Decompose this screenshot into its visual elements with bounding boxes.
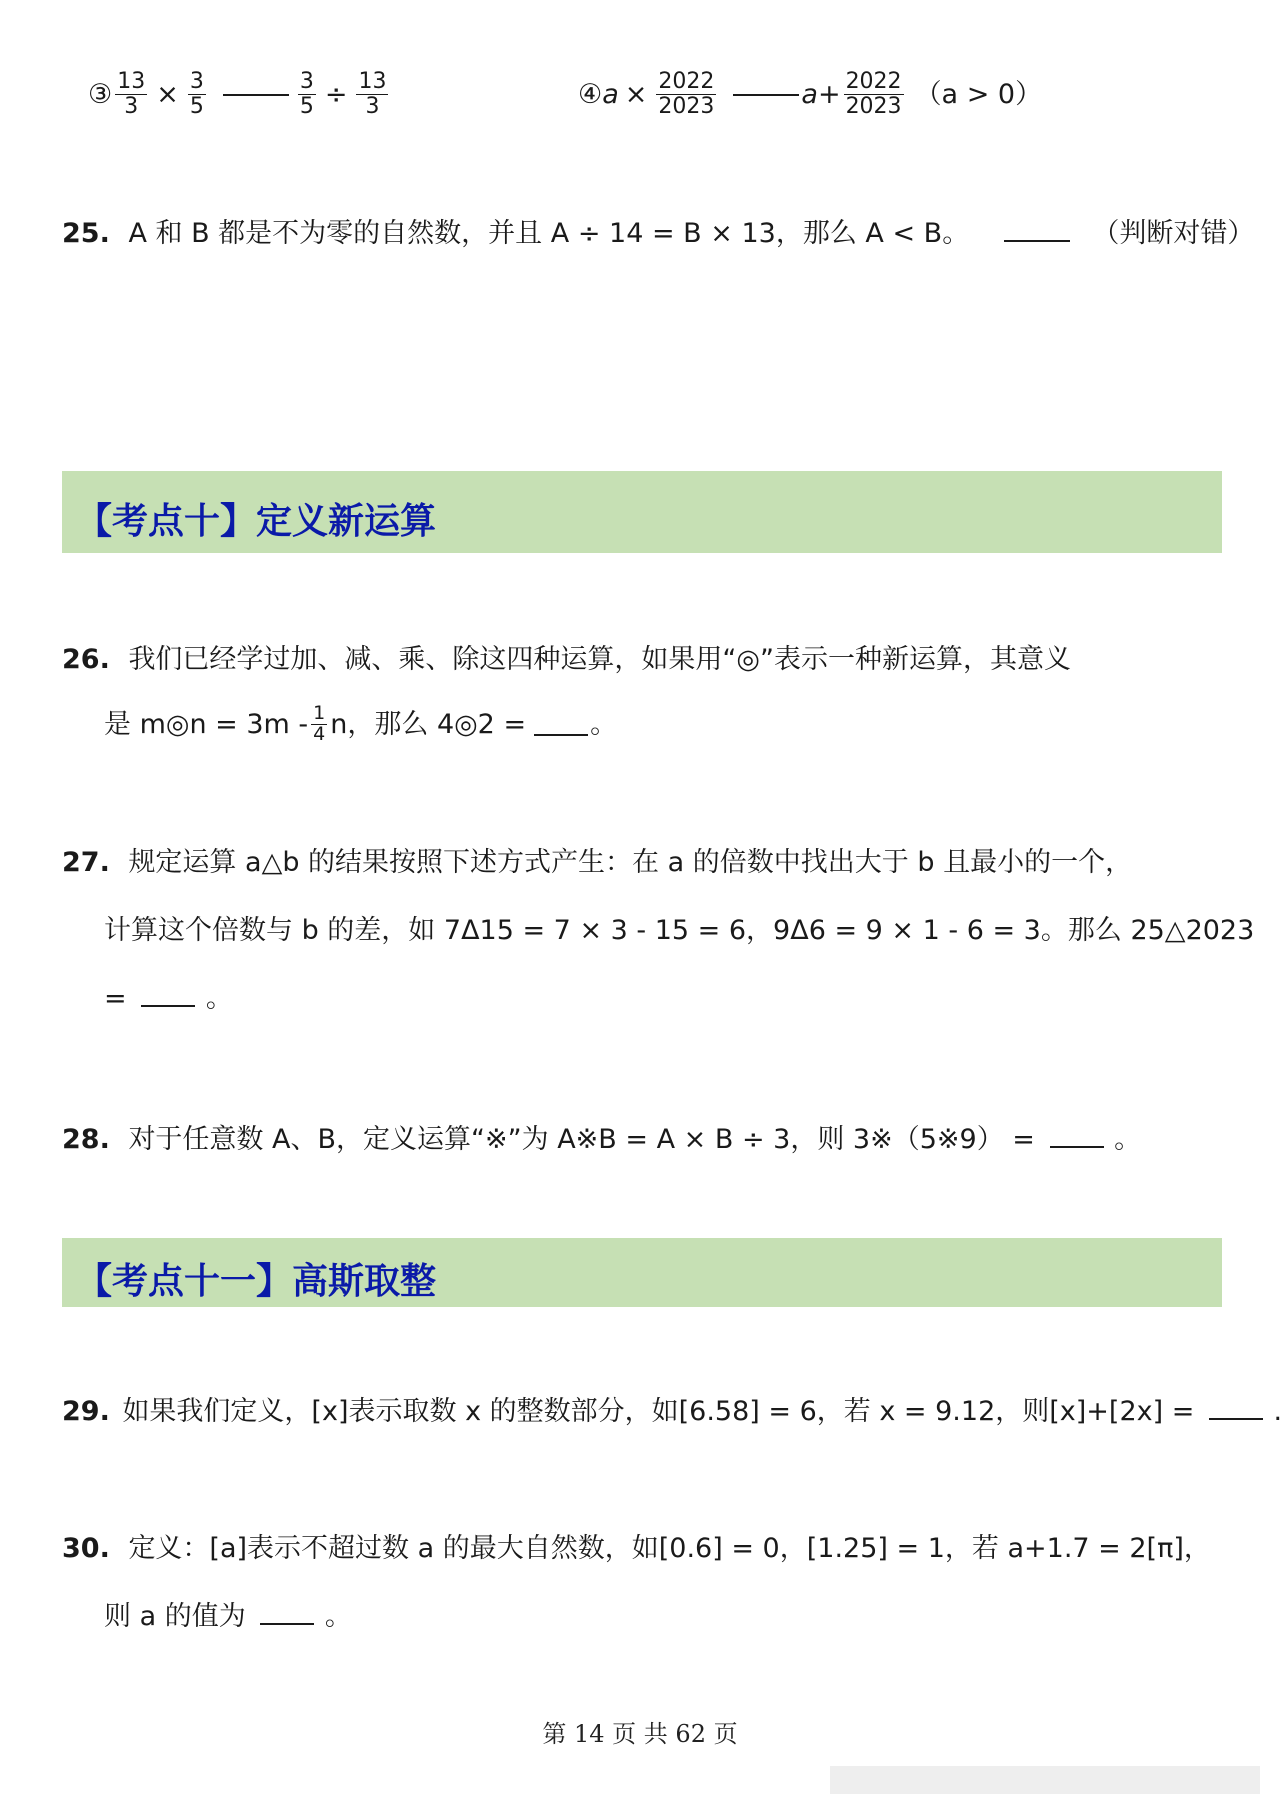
answer-blank[interactable] (141, 1004, 195, 1007)
section-header-11 (62, 1238, 1222, 1307)
question-text: 如果我们定义，[x]表示取数 x 的整数部分，如[6.58] = 6，若 x = 9.12，则[x]+[2x] = (122, 1396, 1195, 1427)
fraction-1-4: $\frac{1}{4}$ (313, 701, 326, 745)
section-title: 【考点十一】高斯取整 (76, 1260, 437, 1302)
plus-sign: + (817, 78, 841, 110)
compare-item-3 (88, 64, 391, 124)
answer-blank[interactable] (260, 1622, 314, 1625)
fraction-13-3: $\frac{13}{3}$ (117, 69, 146, 119)
question-text: 对于任意数 A、B，定义运算“※”为 A※B = A × B ÷ 3，则 3※（5※9） = (128, 1124, 1035, 1155)
question-25 (62, 220, 1254, 247)
question-28 (62, 1126, 1141, 1153)
circled-number-3: ③ (88, 78, 113, 110)
variable-a: a (602, 78, 619, 110)
question-29 (62, 1398, 1282, 1425)
watermark-strip (830, 1766, 1260, 1794)
formula-end: n，那么 4◎2 = (330, 708, 527, 740)
question-26-line-1 (62, 646, 1071, 673)
answer-blank[interactable] (1209, 1417, 1263, 1420)
condition-text: （a > 0） (914, 78, 1043, 110)
divide-sign: ÷ (324, 78, 348, 110)
circled-number-4: ④ (578, 78, 603, 110)
times-sign: × (156, 78, 179, 110)
question-text-2: 计算这个倍数与 b 的差，如 7Δ15 = 7 × 3 - 15 = 6，9Δ6 = 9 × 1 - 6 = 3。那么 25△2023 (104, 915, 1255, 946)
section-title: 【考点十】定义新运算 (76, 500, 437, 542)
answer-blank[interactable] (534, 733, 588, 736)
sentence-end: 。 (324, 1601, 352, 1632)
answer-blank-3[interactable] (223, 93, 289, 96)
answer-blank[interactable] (1050, 1145, 1104, 1148)
question-27-line-2 (104, 917, 1254, 944)
sentence-end: . (1273, 1396, 1282, 1427)
question-text: 定义：[a]表示不超过数 a 的最大自然数，如[0.6] = 0，[1.25] = 1，若 a+1.7 = 2[π]， (128, 1533, 1211, 1564)
fraction-3-5: $\frac{3}{5}$ (189, 69, 204, 119)
question-27-line-1 (62, 849, 1132, 876)
question-number: 25. (62, 218, 110, 249)
question-27-line-3 (104, 985, 233, 1012)
question-text: 规定运算 a△b 的结果按照下述方式产生：在 a 的倍数中找出大于 b 且最小的一个， (128, 847, 1133, 878)
question-text-2: 则 a 的值为 (104, 1601, 246, 1632)
fraction-3-5-b: $\frac{3}{5}$ (299, 69, 314, 119)
question-30-line-2 (104, 1603, 352, 1630)
times-sign: × (624, 78, 648, 110)
question-text: A 和 B 都是不为零的自然数，并且 A ÷ 14 = B × 13，那么 A < B。 (128, 218, 970, 249)
fraction-2022-2023-b: $\frac{2022}{2023}$ (845, 69, 902, 119)
sentence-end: 。 (1114, 1124, 1142, 1155)
answer-blank[interactable] (1004, 239, 1070, 242)
compare-item-4 (578, 64, 1042, 124)
question-number: 29. (62, 1396, 110, 1427)
section-header-10 (62, 471, 1222, 553)
question-26-line-2 (104, 696, 617, 752)
fraction-2022-2023: $\frac{2022}{2023}$ (658, 69, 715, 119)
question-number: 28. (62, 1124, 110, 1155)
formula-start: 是 m◎n = 3m - (104, 708, 309, 740)
question-tail: （判断对错） (1092, 218, 1255, 249)
question-number: 30. (62, 1533, 110, 1564)
sentence-end: 。 (205, 983, 233, 1014)
page-footer: 第 14 页 共 62 页 (542, 1720, 738, 1748)
question-number: 27. (62, 847, 110, 878)
fraction-13-3-b: $\frac{13}{3}$ (358, 69, 387, 119)
question-text: 我们已经学过加、减、乘、除这四种运算，如果用“◎”表示一种新运算，其意义 (128, 644, 1071, 675)
equals-sign: = (104, 983, 127, 1014)
variable-a-2: a (801, 78, 818, 110)
question-30-line-1 (62, 1535, 1211, 1562)
question-number: 26. (62, 644, 110, 675)
answer-blank-4[interactable] (733, 93, 799, 96)
sentence-end: 。 (590, 708, 618, 740)
